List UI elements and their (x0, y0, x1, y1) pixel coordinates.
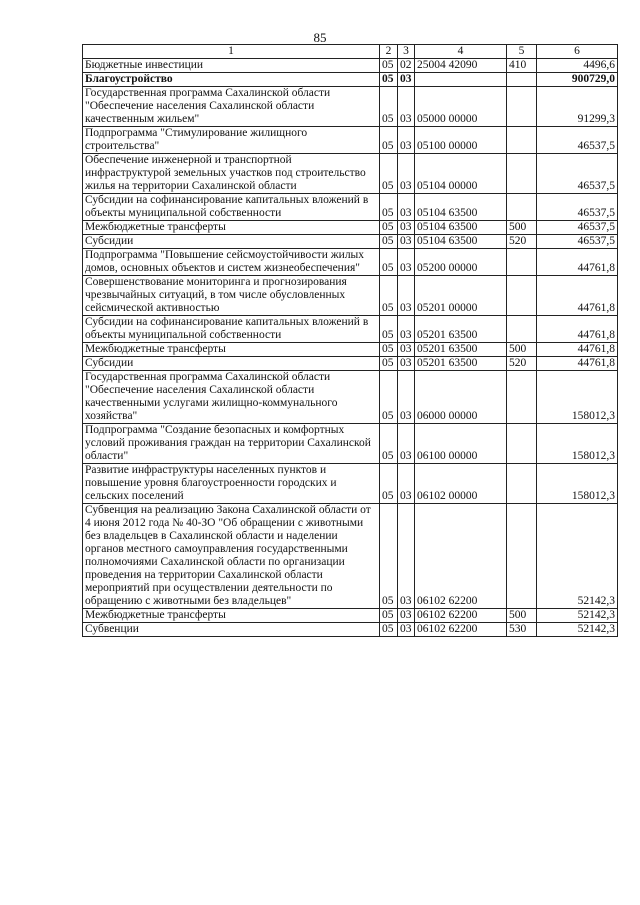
row-amount: 46537,5 (537, 154, 618, 194)
row-name: Совершенствование мониторинга и прогнозирования чрезвычайных ситуаций, в том числе обусловленных сейсмической активностью (83, 276, 380, 316)
row-section: 05 (380, 316, 398, 343)
header-cell-5: 5 (507, 45, 537, 59)
table-row (83, 87, 618, 127)
row-section: 05 (380, 249, 398, 276)
row-name: Обеспечение инженерной и транспортной инфраструктурой земельных участков под строительство жилья на территории Сахалинской области (83, 154, 380, 194)
table-row (83, 623, 618, 637)
row-amount: 44761,8 (537, 249, 618, 276)
row-expense-type: 530 (507, 623, 537, 637)
table-row (83, 154, 618, 194)
table-row (83, 504, 618, 609)
row-section: 05 (380, 371, 398, 424)
row-section: 05 (380, 504, 398, 609)
row-subsection: 03 (398, 357, 415, 371)
row-target-code: 05201 63500 (415, 357, 507, 371)
row-name: Бюджетные инвестиции (83, 59, 380, 73)
row-expense-type (507, 464, 537, 504)
row-subsection: 03 (398, 464, 415, 504)
row-expense-type (507, 127, 537, 154)
row-target-code: 25004 42090 (415, 59, 507, 73)
row-name: Государственная программа Сахалинской области "Обеспечение населения Сахалинской области качественным жильем" (83, 87, 380, 127)
table-row (83, 194, 618, 221)
row-section: 05 (380, 194, 398, 221)
row-expense-type (507, 154, 537, 194)
table-row (83, 316, 618, 343)
table-row (83, 221, 618, 235)
row-section: 05 (380, 87, 398, 127)
row-name: Субсидии (83, 357, 380, 371)
row-section: 05 (380, 73, 398, 87)
row-amount: 91299,3 (537, 87, 618, 127)
row-amount: 4496,6 (537, 59, 618, 73)
row-expense-type (507, 276, 537, 316)
row-target-code (415, 73, 507, 87)
row-amount: 52142,3 (537, 504, 618, 609)
row-subsection: 03 (398, 276, 415, 316)
row-subsection: 02 (398, 59, 415, 73)
row-name: Подпрограмма "Стимулирование жилищного строительства" (83, 127, 380, 154)
row-target-code: 05104 00000 (415, 154, 507, 194)
row-section: 05 (380, 623, 398, 637)
row-subsection: 03 (398, 623, 415, 637)
row-target-code: 06102 62200 (415, 504, 507, 609)
row-expense-type: 500 (507, 343, 537, 357)
row-target-code: 05104 63500 (415, 194, 507, 221)
row-target-code: 05100 00000 (415, 127, 507, 154)
row-name: Межбюджетные трансферты (83, 609, 380, 623)
row-subsection: 03 (398, 87, 415, 127)
row-amount: 44761,8 (537, 343, 618, 357)
table-row (83, 276, 618, 316)
row-subsection: 03 (398, 127, 415, 154)
row-expense-type: 520 (507, 357, 537, 371)
budget-table-body (83, 45, 618, 637)
table-row (83, 343, 618, 357)
row-target-code: 05200 00000 (415, 249, 507, 276)
row-target-code: 06000 00000 (415, 371, 507, 424)
row-amount: 46537,5 (537, 221, 618, 235)
header-cell-2: 2 (380, 45, 398, 59)
row-amount: 46537,5 (537, 194, 618, 221)
row-amount: 44761,8 (537, 316, 618, 343)
row-subsection: 03 (398, 194, 415, 221)
budget-table (82, 44, 618, 637)
row-expense-type: 410 (507, 59, 537, 73)
row-amount: 52142,3 (537, 623, 618, 637)
header-cell-1: 1 (83, 45, 380, 59)
row-name: Подпрограмма "Создание безопасных и комфортных условий проживания граждан на территории Сахалинской области" (83, 424, 380, 464)
row-amount: 46537,5 (537, 127, 618, 154)
row-section: 05 (380, 235, 398, 249)
row-amount: 158012,3 (537, 464, 618, 504)
table-row (83, 424, 618, 464)
row-name: Межбюджетные трансферты (83, 343, 380, 357)
row-name: Субсидии на софинансирование капитальных вложений в объекты муниципальной собственности (83, 316, 380, 343)
row-section: 05 (380, 464, 398, 504)
row-name: Благоустройство (83, 73, 380, 87)
row-expense-type (507, 73, 537, 87)
row-section: 05 (380, 276, 398, 316)
header-cell-3: 3 (398, 45, 415, 59)
row-section: 05 (380, 357, 398, 371)
row-subsection: 03 (398, 504, 415, 609)
row-expense-type (507, 504, 537, 609)
row-amount: 44761,8 (537, 357, 618, 371)
row-target-code: 06102 62200 (415, 609, 507, 623)
row-expense-type (507, 87, 537, 127)
row-amount: 44761,8 (537, 276, 618, 316)
row-expense-type (507, 371, 537, 424)
row-target-code: 05201 63500 (415, 316, 507, 343)
table-row (83, 235, 618, 249)
table-header-row (83, 45, 618, 59)
row-expense-type: 500 (507, 609, 537, 623)
row-name: Межбюджетные трансферты (83, 221, 380, 235)
row-subsection: 03 (398, 609, 415, 623)
table-row (83, 73, 618, 87)
row-amount: 158012,3 (537, 371, 618, 424)
row-section: 05 (380, 343, 398, 357)
row-subsection: 03 (398, 73, 415, 87)
row-expense-type: 520 (507, 235, 537, 249)
header-cell-4: 4 (415, 45, 507, 59)
row-section: 05 (380, 154, 398, 194)
row-target-code: 06100 00000 (415, 424, 507, 464)
row-expense-type (507, 194, 537, 221)
table-row (83, 127, 618, 154)
row-name: Государственная программа Сахалинской области "Обеспечение населения Сахалинской области качественными услугами жилищно-коммунального хозяйства" (83, 371, 380, 424)
row-subsection: 03 (398, 154, 415, 194)
row-expense-type (507, 316, 537, 343)
row-amount: 158012,3 (537, 424, 618, 464)
row-section: 05 (380, 127, 398, 154)
row-subsection: 03 (398, 371, 415, 424)
table-row (83, 609, 618, 623)
row-target-code: 05104 63500 (415, 235, 507, 249)
row-subsection: 03 (398, 249, 415, 276)
row-section: 05 (380, 424, 398, 464)
row-target-code: 05104 63500 (415, 221, 507, 235)
table-row (83, 464, 618, 504)
header-cell-6: 6 (537, 45, 618, 59)
row-expense-type (507, 424, 537, 464)
table-row (83, 357, 618, 371)
table-row (83, 371, 618, 424)
table-row (83, 249, 618, 276)
row-target-code: 06102 00000 (415, 464, 507, 504)
row-subsection: 03 (398, 235, 415, 249)
row-name: Развитие инфраструктуры населенных пунктов и повышение уровня благоустроенности городских и сельских поселений (83, 464, 380, 504)
page-number: 85 (313, 30, 327, 45)
row-amount: 46537,5 (537, 235, 618, 249)
row-expense-type (507, 249, 537, 276)
row-name: Субвенции (83, 623, 380, 637)
table-row (83, 59, 618, 73)
row-name: Субвенция на реализацию Закона Сахалинской области от 4 июня 2012 года № 40-ЗО "Об обращении с животными без владельцев в Сахалинской области и наделении органов местного самоуправления государственными полномочиями Сахалинской области по организации проведения на территории Сахалинской области мероприятий при осуществлении деятельности по обращению с животными без владельцев" (83, 504, 380, 609)
row-target-code: 05201 63500 (415, 343, 507, 357)
row-subsection: 03 (398, 316, 415, 343)
row-section: 05 (380, 221, 398, 235)
row-subsection: 03 (398, 343, 415, 357)
row-name: Субсидии (83, 235, 380, 249)
row-target-code: 06102 62200 (415, 623, 507, 637)
row-amount: 900729,0 (537, 73, 618, 87)
row-name: Подпрограмма "Повышение сейсмоустойчивости жилых домов, основных объектов и систем жизнеобеспечения" (83, 249, 380, 276)
row-name: Субсидии на софинансирование капитальных вложений в объекты муниципальной собственности (83, 194, 380, 221)
row-subsection: 03 (398, 221, 415, 235)
row-target-code: 05000 00000 (415, 87, 507, 127)
row-target-code: 05201 00000 (415, 276, 507, 316)
row-expense-type: 500 (507, 221, 537, 235)
row-subsection: 03 (398, 424, 415, 464)
row-amount: 52142,3 (537, 609, 618, 623)
row-section: 05 (380, 609, 398, 623)
row-section: 05 (380, 59, 398, 73)
